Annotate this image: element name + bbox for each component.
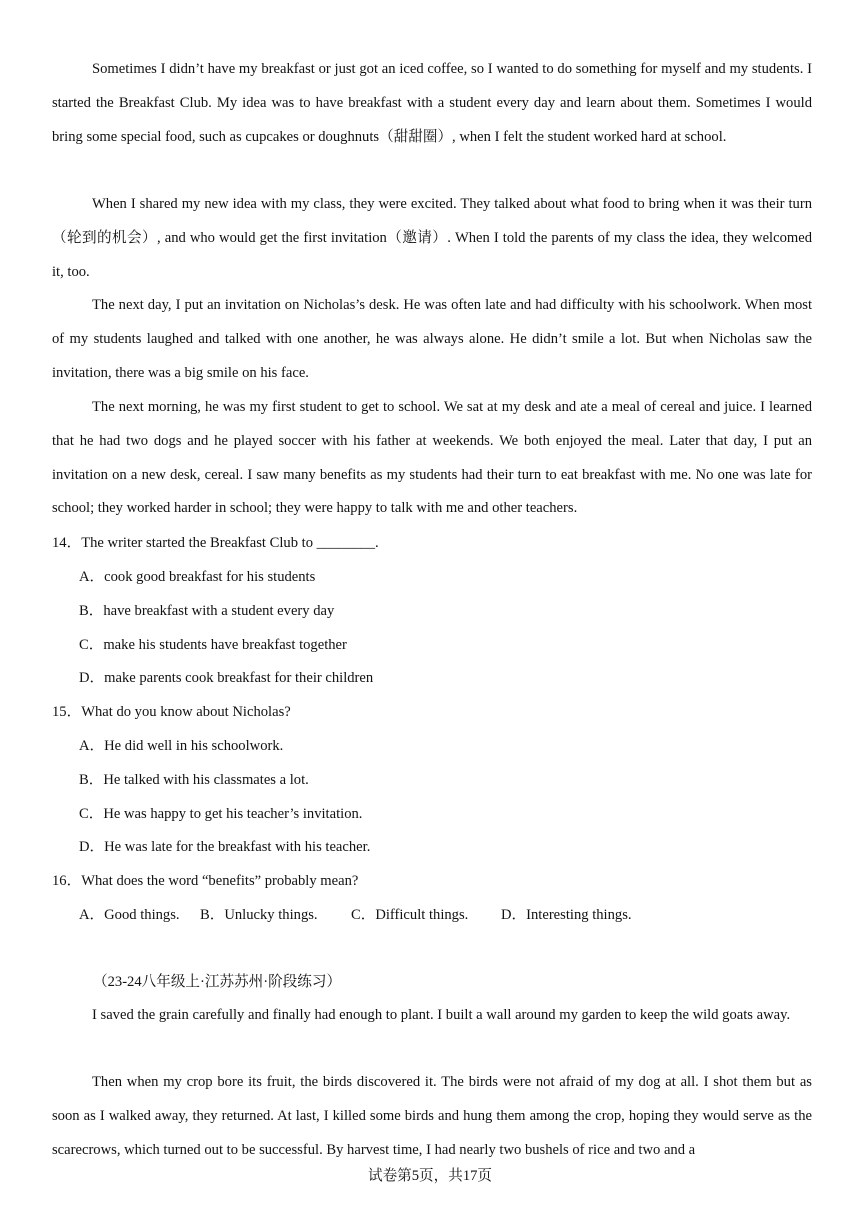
question-14-option-a: A．cook good breakfast for his students	[79, 569, 316, 585]
question-15-option-d: D．He was late for the breakfast with his teacher.	[79, 839, 371, 855]
question-16-option-d: D．Interesting things.	[501, 907, 632, 923]
question-16-stem: 16．What does the word “benefits” probably mean?	[52, 873, 359, 889]
passage1-paragraph-1: Sometimes I didn’t have my breakfast or just got an iced coffee, so I wanted to do something for myself and my students. I started the Breakfast Club. My idea was to have breakfast with a student every day and learn about them. Sometimes I would bring some special food, such as cupcakes or doughnuts（甜甜圈）, when I felt the student worked hard at school.	[52, 61, 812, 145]
question-14-option-d: D．make parents cook breakfast for their children	[79, 670, 374, 686]
question-15-option-c: C．He was happy to get his teacher’s invitation.	[79, 806, 363, 822]
question-15-option-b: B．He talked with his classmates a lot.	[79, 772, 309, 788]
passage1-paragraph-2: When I shared my new idea with my class, they were excited. They talked about what food to bring when it was their turn（轮到的机会）, and who would get the first invitation（邀请）. When I told the parents of my class the idea, they welcomed it, too.	[52, 196, 812, 280]
question-16-option-b: B．Unlucky things.	[200, 907, 318, 923]
question-14-option-c: C．make his students have breakfast together	[79, 637, 347, 653]
question-14-option-b: B．have breakfast with a student every day	[79, 603, 335, 619]
question-16-option-c: C．Difficult things.	[351, 907, 469, 923]
passage1-paragraph-4: The next morning, he was my first student to get to school. We sat at my desk and ate a meal of cereal and juice. I learned that he had two dogs and he played soccer with his father at weekends. We both enjoyed the meal. Later that day, I put an invitation on a new desk, cereal. I saw many benefits as my students had their turn to eat breakfast with me. No one was late for school; they worked harder in school; they were happy to talk with me and other teachers.	[52, 399, 812, 517]
passage2-paragraph-2: Then when my crop bore its fruit, the birds discovered it. The birds were not afraid of my dog at all. I shot them but as soon as I walked away, they returned. At last, I killed some birds and hung them among the crop, hoping they would serve as the scarecrows, which turned out to be successful. By harvest time, I had nearly two bushels of rice and two and a	[52, 1074, 812, 1158]
question-14-stem: 14．The writer started the Breakfast Club to ________.	[52, 535, 379, 551]
page-footer: 试卷第5页，共17页	[367, 1168, 493, 1184]
question-16-option-a: A．Good things.	[79, 907, 180, 923]
question-15-stem: 15．What do you know about Nicholas?	[52, 704, 291, 720]
passage1-paragraph-3: The next day, I put an invitation on Nicholas’s desk. He was often late and had difficulty with his schoolwork. When most of my students laughed and talked with one another, he was always alone. He didn’t smile a lot. But when Nicholas saw the invitation, there was a big smile on his face.	[52, 297, 812, 381]
passage2-source: （23-24八年级上·江苏苏州·阶段练习）	[93, 974, 342, 990]
question-15-option-a: A．He did well in his schoolwork.	[79, 738, 284, 754]
passage2-paragraph-1: I saved the grain carefully and finally had enough to plant. I built a wall around my garden to keep the wild goats away.	[92, 1007, 791, 1023]
